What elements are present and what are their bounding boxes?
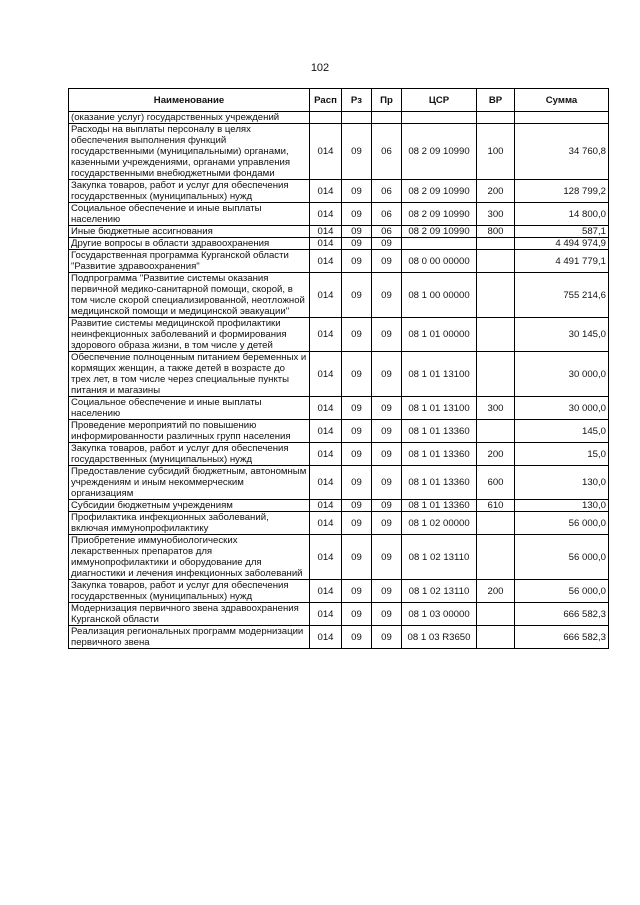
row-rasp-cell: [310, 112, 342, 124]
row-pr-cell: 09: [372, 512, 402, 535]
header-csr: ЦСР: [402, 89, 477, 112]
header-rz: Рз: [342, 89, 372, 112]
row-rz-cell: 09: [342, 352, 372, 397]
row-sum-cell: 14 800,0: [515, 203, 609, 226]
table-row: [69, 273, 609, 318]
row-csr-cell: 08 1 01 13100: [402, 352, 477, 397]
row-vr-cell: [477, 512, 515, 535]
row-name-cell: Подпрограмма "Развитие системы оказания первичной медико-санитарной помощи, скорой, в том числе скорой специализированной, неотложной медицинской помощи и медицинской эвакуации": [69, 273, 310, 318]
row-csr-cell: 08 1 01 13360: [402, 466, 477, 500]
row-rasp-cell: 014: [310, 238, 342, 250]
row-sum-cell: 130,0: [515, 500, 609, 512]
row-name-cell: Иные бюджетные ассигнования: [69, 226, 310, 238]
row-pr-cell: 09: [372, 603, 402, 626]
table-row: [69, 318, 609, 352]
table-row: [69, 397, 609, 420]
row-vr-cell: [477, 603, 515, 626]
page-number: 102: [310, 62, 330, 74]
row-pr-cell: 06: [372, 124, 402, 180]
row-csr-cell: 08 1 01 13360: [402, 443, 477, 466]
row-csr-cell: 08 1 01 00000: [402, 318, 477, 352]
row-rasp-cell: 014: [310, 443, 342, 466]
row-rasp-cell: 014: [310, 512, 342, 535]
row-name-cell: Модернизация первичного звена здравоохранения Курганской области: [69, 603, 310, 626]
row-rz-cell: 09: [342, 203, 372, 226]
row-vr-cell: [477, 626, 515, 649]
row-vr-cell: 600: [477, 466, 515, 500]
row-rasp-cell: 014: [310, 466, 342, 500]
row-rasp-cell: 014: [310, 580, 342, 603]
row-rz-cell: 09: [342, 124, 372, 180]
row-rasp-cell: 014: [310, 318, 342, 352]
table-header-row: [69, 89, 609, 112]
row-vr-cell: [477, 318, 515, 352]
row-csr-cell: 08 1 03 R3650: [402, 626, 477, 649]
row-csr-cell: 08 1 01 13100: [402, 397, 477, 420]
row-sum-cell: 30 145,0: [515, 318, 609, 352]
row-csr-cell: 08 1 02 13110: [402, 535, 477, 580]
row-pr-cell: 09: [372, 397, 402, 420]
row-vr-cell: [477, 250, 515, 273]
row-rasp-cell: 014: [310, 420, 342, 443]
row-csr-cell: 08 2 09 10990: [402, 203, 477, 226]
row-name-cell: Социальное обеспечение и иные выплаты населению: [69, 203, 310, 226]
row-rasp-cell: 014: [310, 250, 342, 273]
row-pr-cell: 09: [372, 352, 402, 397]
row-rasp-cell: 014: [310, 397, 342, 420]
row-csr-cell: 08 1 01 13360: [402, 420, 477, 443]
row-csr-cell: 08 2 09 10990: [402, 226, 477, 238]
row-csr-cell: 08 2 09 10990: [402, 180, 477, 203]
row-rz-cell: 09: [342, 535, 372, 580]
row-sum-cell: 30 000,0: [515, 397, 609, 420]
row-rasp-cell: 014: [310, 203, 342, 226]
row-vr-cell: [477, 273, 515, 318]
row-rz-cell: 09: [342, 466, 372, 500]
row-vr-cell: [477, 535, 515, 580]
row-csr-cell: 08 1 02 13110: [402, 580, 477, 603]
row-pr-cell: 09: [372, 273, 402, 318]
header-sum: Сумма: [515, 89, 609, 112]
row-name-cell: Закупка товаров, работ и услуг для обеспечения государственных (муниципальных) нужд: [69, 580, 310, 603]
row-csr-cell: 08 0 00 00000: [402, 250, 477, 273]
row-pr-cell: 09: [372, 420, 402, 443]
row-vr-cell: 800: [477, 226, 515, 238]
row-csr-cell: 08 1 01 13360: [402, 500, 477, 512]
row-name-cell: Проведение мероприятий по повышению информированности различных групп населения: [69, 420, 310, 443]
row-rasp-cell: 014: [310, 535, 342, 580]
budget-table: [68, 88, 609, 649]
row-rz-cell: 09: [342, 250, 372, 273]
row-name-cell: Закупка товаров, работ и услуг для обеспечения государственных (муниципальных) нужд: [69, 443, 310, 466]
row-vr-cell: 200: [477, 180, 515, 203]
table-row: [69, 112, 609, 124]
header-pr: Пр: [372, 89, 402, 112]
row-pr-cell: 09: [372, 580, 402, 603]
row-vr-cell: 100: [477, 124, 515, 180]
row-rasp-cell: 014: [310, 352, 342, 397]
row-name-cell: Приобретение иммунобиологических лекарственных препаратов для иммунопрофилактики и оборудование для диагностики и лечения инфекционных заболеваний: [69, 535, 310, 580]
row-name-cell: Субсидии бюджетным учреждениям: [69, 500, 310, 512]
row-name-cell: Другие вопросы в области здравоохранения: [69, 238, 310, 250]
row-rz-cell: 09: [342, 626, 372, 649]
row-sum-cell: 56 000,0: [515, 580, 609, 603]
row-rz-cell: 09: [342, 603, 372, 626]
table-row: [69, 226, 609, 238]
row-vr-cell: 300: [477, 397, 515, 420]
row-name-cell: Закупка товаров, работ и услуг для обеспечения государственных (муниципальных) нужд: [69, 180, 310, 203]
table-row: [69, 500, 609, 512]
row-pr-cell: 09: [372, 250, 402, 273]
table-row: [69, 535, 609, 580]
row-name-cell: Реализация региональных программ модернизации первичного звена: [69, 626, 310, 649]
row-sum-cell: 56 000,0: [515, 512, 609, 535]
row-csr-cell: 08 1 02 00000: [402, 512, 477, 535]
row-name-cell: Профилактика инфекционных заболеваний, включая иммунопрофилактику: [69, 512, 310, 535]
table-row: [69, 626, 609, 649]
row-name-cell: Развитие системы медицинской профилактики неинфекционных заболеваний и формирования здорового образа жизни, в том числе у детей: [69, 318, 310, 352]
table-row: [69, 603, 609, 626]
row-csr-cell: 08 1 03 00000: [402, 603, 477, 626]
row-sum-cell: 34 760,8: [515, 124, 609, 180]
row-vr-cell: 610: [477, 500, 515, 512]
row-rz-cell: 09: [342, 226, 372, 238]
row-pr-cell: 06: [372, 203, 402, 226]
row-name-cell: (оказание услуг) государственных учреждений: [69, 112, 310, 124]
row-sum-cell: [515, 112, 609, 124]
row-rasp-cell: 014: [310, 180, 342, 203]
header-name: Наименование: [69, 89, 310, 112]
row-pr-cell: 09: [372, 238, 402, 250]
row-pr-cell: 09: [372, 466, 402, 500]
row-rz-cell: 09: [342, 397, 372, 420]
row-name-cell: Предоставление субсидий бюджетным, автономным учреждениям и иным некоммерческим организациям: [69, 466, 310, 500]
row-csr-cell: 08 1 00 00000: [402, 273, 477, 318]
table-row: [69, 238, 609, 250]
row-vr-cell: 300: [477, 203, 515, 226]
row-sum-cell: 15,0: [515, 443, 609, 466]
row-name-cell: Обеспечение полноценным питанием беременных и кормящих женщин, а также детей в возрасте до трех лет, в том числе через специальные пункты питания и магазины: [69, 352, 310, 397]
row-rasp-cell: 014: [310, 603, 342, 626]
row-name-cell: Государственная программа Курганской области "Развитие здравоохранения": [69, 250, 310, 273]
row-rz-cell: 09: [342, 500, 372, 512]
row-pr-cell: 09: [372, 535, 402, 580]
row-sum-cell: 666 582,3: [515, 603, 609, 626]
row-vr-cell: [477, 112, 515, 124]
row-rz-cell: 09: [342, 273, 372, 318]
row-sum-cell: 4 491 779,1: [515, 250, 609, 273]
row-rasp-cell: 014: [310, 273, 342, 318]
row-pr-cell: 09: [372, 500, 402, 512]
row-sum-cell: 30 000,0: [515, 352, 609, 397]
row-rz-cell: 09: [342, 512, 372, 535]
table-row: [69, 124, 609, 180]
table-body: [69, 112, 609, 649]
table-row: [69, 203, 609, 226]
row-sum-cell: 666 582,3: [515, 626, 609, 649]
table-row: [69, 250, 609, 273]
row-sum-cell: 56 000,0: [515, 535, 609, 580]
row-vr-cell: [477, 420, 515, 443]
row-rz-cell: 09: [342, 580, 372, 603]
header-rasp: Расп: [310, 89, 342, 112]
table-row: [69, 580, 609, 603]
row-name-cell: Социальное обеспечение и иные выплаты населению: [69, 397, 310, 420]
row-pr-cell: 09: [372, 626, 402, 649]
row-vr-cell: [477, 352, 515, 397]
row-pr-cell: 09: [372, 318, 402, 352]
row-name-cell: Расходы на выплаты персоналу в целях обеспечения выполнения функций государственными (муниципальными) органами, казенными учреждениями, органами управления государственными внебюджетными фондами: [69, 124, 310, 180]
row-sum-cell: 755 214,6: [515, 273, 609, 318]
row-vr-cell: [477, 238, 515, 250]
row-sum-cell: 128 799,2: [515, 180, 609, 203]
table-row: [69, 512, 609, 535]
row-csr-cell: 08 2 09 10990: [402, 124, 477, 180]
table-row: [69, 420, 609, 443]
row-rasp-cell: 014: [310, 124, 342, 180]
row-rz-cell: 09: [342, 180, 372, 203]
row-sum-cell: 130,0: [515, 466, 609, 500]
table-row: [69, 180, 609, 203]
row-rasp-cell: 014: [310, 626, 342, 649]
row-pr-cell: [372, 112, 402, 124]
table-row: [69, 466, 609, 500]
table-row: [69, 352, 609, 397]
row-rz-cell: 09: [342, 420, 372, 443]
row-sum-cell: 145,0: [515, 420, 609, 443]
table-row: [69, 443, 609, 466]
row-rz-cell: [342, 112, 372, 124]
header-vr: ВР: [477, 89, 515, 112]
row-pr-cell: 06: [372, 180, 402, 203]
row-csr-cell: [402, 112, 477, 124]
row-sum-cell: 587,1: [515, 226, 609, 238]
row-rz-cell: 09: [342, 318, 372, 352]
row-rasp-cell: 014: [310, 226, 342, 238]
row-rasp-cell: 014: [310, 500, 342, 512]
row-pr-cell: 09: [372, 443, 402, 466]
row-rz-cell: 09: [342, 238, 372, 250]
row-rz-cell: 09: [342, 443, 372, 466]
row-vr-cell: 200: [477, 580, 515, 603]
row-csr-cell: [402, 238, 477, 250]
row-pr-cell: 06: [372, 226, 402, 238]
row-vr-cell: 200: [477, 443, 515, 466]
row-sum-cell: 4 494 974,9: [515, 238, 609, 250]
